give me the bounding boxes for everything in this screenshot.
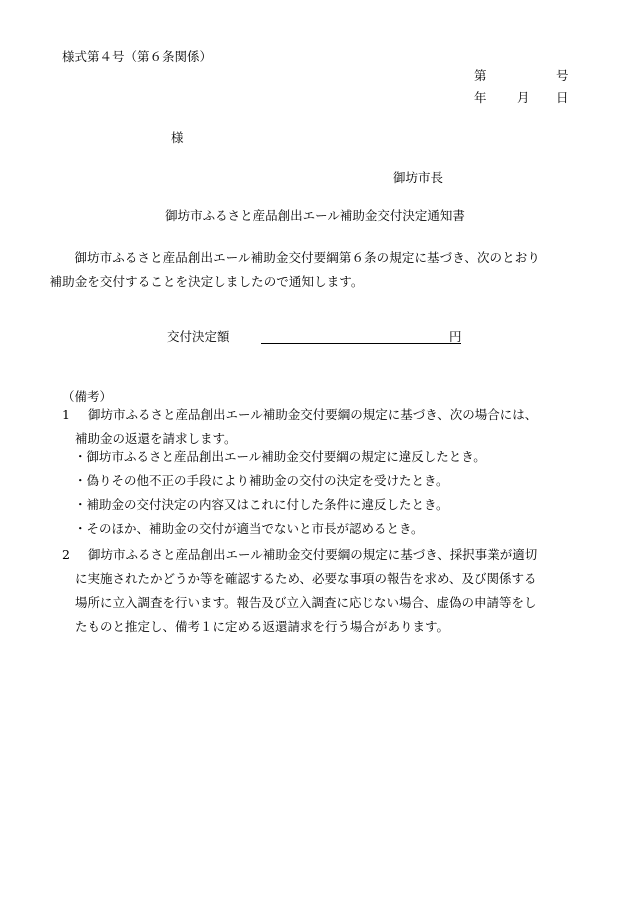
notice-body-line: 御坊市ふるさと産品創出エール補助金交付要綱第６条の規定に基づき、次のとおり: [74, 250, 540, 265]
remarks-heading: （備考）: [62, 389, 113, 404]
list-item: ・御坊市ふるさと産品創出エール補助金交付要綱の規定に違反したとき。: [74, 449, 486, 464]
date-month-label: 月: [517, 90, 530, 105]
list-item: ・そのほか、補助金の交付が適当でないと市長が認めるとき。: [74, 521, 424, 536]
remark-text: たものと推定し、備考１に定める返還請求を行う場合があります。: [75, 619, 450, 634]
date-year-label: 年: [474, 90, 487, 105]
document-number-unit: 号: [556, 68, 569, 83]
document-number-label: 第: [474, 68, 487, 83]
remark-text: 御坊市ふるさと産品創出エール補助金交付要綱の規定に基づき、採択事業が適切: [88, 547, 538, 562]
sender: 御坊市長: [393, 170, 444, 185]
remark-text: 補助金の返還を請求します。: [75, 431, 237, 446]
remark-text: に実施されたかどうか等を確認するため、必要な事項の報告を求め、及び関係する: [75, 571, 537, 586]
remark-text: 場所に立入調査を行います。報告及び立入調査に応じない場合、虚偽の申請等をし: [75, 595, 537, 610]
amount-label: 交付決定額: [167, 329, 230, 344]
addressee-suffix: 様: [171, 130, 184, 145]
remark-number: 2: [62, 547, 70, 562]
remark-bullet-list: [74, 445, 486, 541]
notice-body-line: 補助金を交付することを決定しましたので通知します。: [49, 274, 364, 289]
document-title: 御坊市ふるさと産品創出エール補助金交付決定通知書: [165, 208, 465, 223]
form-number: 様式第４号（第６条関係）: [62, 49, 213, 64]
remark-item-1: [62, 403, 572, 451]
list-item: ・補助金の交付決定の内容又はこれに付した条件に違反したとき。: [74, 497, 449, 512]
notice-body: [49, 246, 568, 294]
remark-text: 御坊市ふるさと産品創出エール補助金交付要綱の規定に基づき、次の場合には、: [88, 407, 538, 422]
amount-underline: [261, 343, 461, 344]
date-day-label: 日: [556, 90, 569, 105]
remark-number: 1: [62, 407, 70, 422]
amount-unit: 円: [449, 329, 462, 344]
remark-item-2: [62, 543, 572, 639]
list-item: ・偽りその他不正の手段により補助金の交付の決定を受けたとき。: [74, 473, 449, 488]
